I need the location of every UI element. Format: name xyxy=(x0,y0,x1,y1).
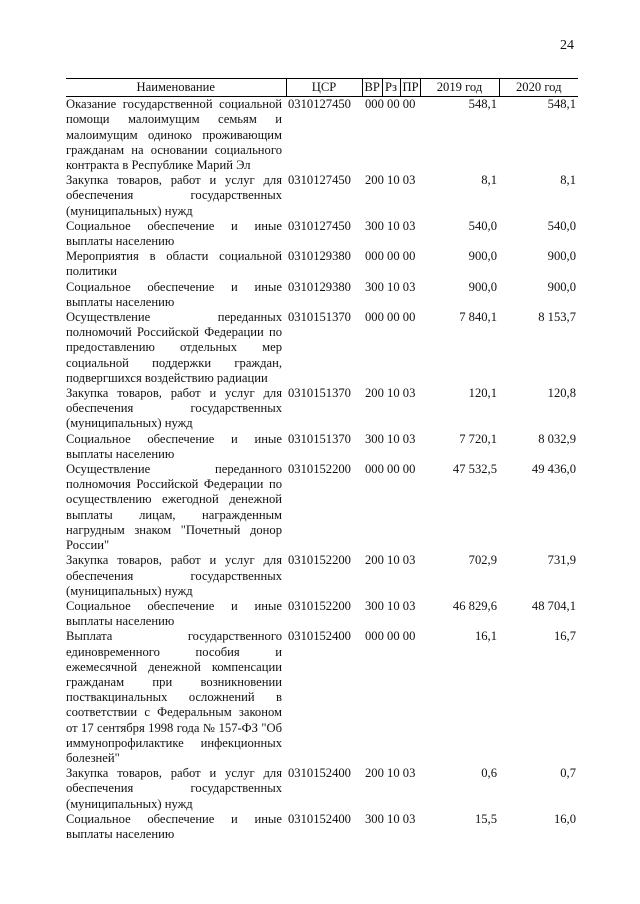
row-csr: 0310152400 xyxy=(288,811,351,826)
row-2019: 7 720,1 xyxy=(459,431,497,446)
row-code: 200 10 03 xyxy=(365,553,416,568)
table-row xyxy=(66,766,578,812)
row-name: Социальное обеспечение и иные выплаты населению xyxy=(66,218,282,249)
row-csr: 0310152200 xyxy=(288,598,351,613)
row-2020: 120,8 xyxy=(547,386,576,401)
row-code: 300 10 03 xyxy=(365,598,416,613)
budget-table xyxy=(66,78,578,842)
row-csr: 0310152400 xyxy=(288,629,351,644)
row-2019: 120,1 xyxy=(468,386,497,401)
row-2019: 46 829,6 xyxy=(452,598,497,613)
row-name: Закупка товаров, работ и услуг для обеспечения государственных (муниципальных) нужд xyxy=(66,386,282,431)
row-2019: 900,0 xyxy=(468,279,497,294)
row-code: 300 10 03 xyxy=(365,218,416,233)
row-2020: 8 153,7 xyxy=(538,310,576,325)
header-pr: ПР xyxy=(400,79,420,97)
row-2019: 702,9 xyxy=(468,553,497,568)
row-2020: 900,0 xyxy=(547,249,576,264)
row-code: 200 10 03 xyxy=(365,766,416,781)
table-row xyxy=(66,249,578,279)
table-row xyxy=(66,553,578,599)
row-2020: 49 436,0 xyxy=(531,462,576,477)
row-2019: 15,5 xyxy=(474,811,497,826)
row-name: Оказание государственной социальной помощи малоимущим семьям и малоимущим одиноко проживающим гражданам на основании социального контракта в Республике Марий Эл xyxy=(66,97,282,173)
row-2020: 731,9 xyxy=(547,553,576,568)
header-csr: ЦСР xyxy=(286,79,362,97)
table-header xyxy=(66,79,578,97)
row-code: 200 10 03 xyxy=(365,173,416,188)
table-row xyxy=(66,386,578,432)
row-name: Социальное обеспечение и иные выплаты населению xyxy=(66,279,282,309)
row-2019: 8,1 xyxy=(481,173,497,188)
page-number: 24 xyxy=(560,38,574,53)
row-2020: 8,1 xyxy=(560,173,576,188)
row-code: 000 00 00 xyxy=(365,629,416,644)
table-row xyxy=(66,280,578,310)
row-csr: 0310151370 xyxy=(288,431,351,446)
row-code: 000 00 00 xyxy=(365,462,416,477)
table-row xyxy=(66,599,578,629)
row-name: Закупка товаров, работ и услуг для обеспечения государственных (муниципальных) нужд xyxy=(66,553,282,598)
row-name: Закупка товаров, работ и услуг для обеспечения государственных (муниципальных) нужд xyxy=(66,766,282,811)
row-code: 000 00 00 xyxy=(365,249,416,264)
table-row xyxy=(66,812,578,842)
row-2020: 540,0 xyxy=(547,218,576,233)
row-2019: 548,1 xyxy=(468,97,497,112)
header-2020: 2020 год xyxy=(499,79,578,97)
row-2019: 0,6 xyxy=(481,766,497,781)
table-row xyxy=(66,629,578,766)
row-2020: 16,7 xyxy=(553,629,576,644)
row-2020: 16,0 xyxy=(553,811,576,826)
row-2019: 7 840,1 xyxy=(459,310,497,325)
row-csr: 0310127450 xyxy=(288,218,351,233)
row-csr: 0310151370 xyxy=(288,386,351,401)
row-name: Осуществление переданных полномочий Российской Федерации по предоставлению отдельных мер социальной поддержки граждан, подвергшихся воздействию радиации xyxy=(66,310,282,385)
row-2020: 548,1 xyxy=(547,97,576,112)
row-csr: 0310127450 xyxy=(288,173,351,188)
row-csr: 0310152200 xyxy=(288,553,351,568)
row-name: Социальное обеспечение и иные выплаты населению xyxy=(66,811,282,841)
row-2020: 8 032,9 xyxy=(538,431,576,446)
row-csr: 0310129380 xyxy=(288,279,351,294)
header-rz: Рз xyxy=(382,79,400,97)
header-vr: ВР xyxy=(362,79,382,97)
header-2019: 2019 год xyxy=(420,79,499,97)
row-name: Мероприятия в области социальной политики xyxy=(66,249,282,279)
row-csr: 0310129380 xyxy=(288,249,351,264)
row-name: Осуществление переданного полномочия Российской Федерации по осуществлению ежегодной денежной выплаты лицам, награжденным нагрудным знаком "Почетный донор России" xyxy=(66,462,282,553)
row-2019: 900,0 xyxy=(468,249,497,264)
table-row xyxy=(66,310,578,386)
row-name: Закупка товаров, работ и услуг для обеспечения государственных (муниципальных) нужд xyxy=(66,173,282,218)
row-csr: 0310151370 xyxy=(288,310,351,325)
row-code: 000 00 00 xyxy=(365,97,416,112)
row-2020: 48 704,1 xyxy=(531,598,576,613)
row-2020: 0,7 xyxy=(560,766,576,781)
table-row xyxy=(66,462,578,553)
table-body xyxy=(66,97,578,842)
row-2019: 540,0 xyxy=(468,218,497,233)
header-name: Наименование xyxy=(66,79,286,97)
table-row xyxy=(66,97,578,174)
row-name: Социальное обеспечение и иные выплаты населению xyxy=(66,431,282,461)
row-csr: 0310127450 xyxy=(288,97,351,112)
row-csr: 0310152200 xyxy=(288,462,351,477)
row-code: 300 10 03 xyxy=(365,431,416,446)
row-2019: 16,1 xyxy=(474,629,497,644)
row-name: Выплата государственного единовременного пособия и ежемесячной денежной компенсации гражданам при возникновении поствакцинальных осложнений в соответствии с Федеральным законом от 17 сентября 1998 года № 157-ФЗ "Об иммунопрофилактике инфекционных болезней" xyxy=(66,629,282,765)
row-csr: 0310152400 xyxy=(288,766,351,781)
row-2019: 47 532,5 xyxy=(452,462,497,477)
table-row xyxy=(66,219,578,249)
row-code: 000 00 00 xyxy=(365,310,416,325)
row-code: 300 10 03 xyxy=(365,279,416,294)
row-code: 200 10 03 xyxy=(365,386,416,401)
table-row xyxy=(66,432,578,462)
row-code: 300 10 03 xyxy=(365,811,416,826)
row-2020: 900,0 xyxy=(547,279,576,294)
row-name: Социальное обеспечение и иные выплаты населению xyxy=(66,598,282,629)
table-row xyxy=(66,173,578,219)
